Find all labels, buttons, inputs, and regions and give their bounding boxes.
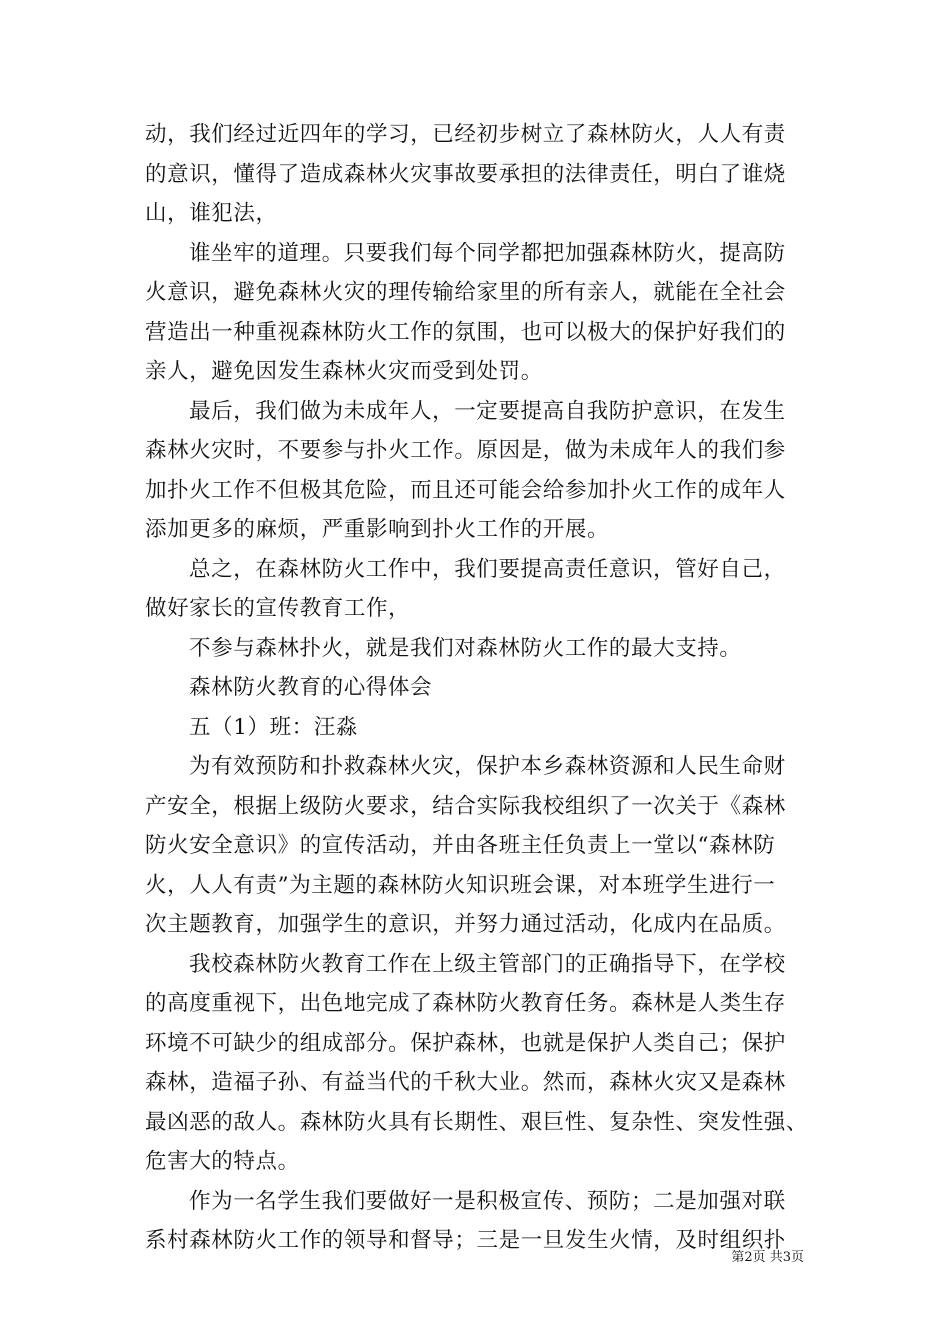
text-line: 防火安全意识》的宣传活动，并由各班主任负责上一堂以“森林防 [145, 833, 776, 858]
text-line: 最凶恶的敌人。森林防火具有长期性、艰巨性、复杂性、突发性强、 [145, 1109, 809, 1135]
text-line: 营造出一种重视森林防火工作的氛围，也可以极大的保护好我们的 [145, 319, 786, 345]
text-line: 做好家长的宣传教育工作， [145, 596, 411, 621]
text-line: 加扑火工作不但极其危险，而且还可能会给参加扑火工作的成年人 [145, 477, 786, 503]
text-line: 亲人，避免因发生森林火灾而受到处罚。 [145, 359, 543, 384]
text-line: 不参与森林扑火，就是我们对森林防火工作的最大支持。 [189, 635, 742, 661]
text-line: 产安全，根据上级防火要求，结合实际我校组织了一次关于《森林 [145, 793, 786, 819]
text-line: 作为一名学生我们要做好一是积极宣传、预防；二是加强对联 [189, 1188, 786, 1214]
text-line: 系村森林防火工作的领导和督导；三是一旦发生火情，及时组织扑 [145, 1228, 786, 1253]
text-line: 火意识，避免森林火灾的理传输给家里的所有亲人，就能在全社会 [145, 280, 786, 305]
text-line: 动，我们经过近四年的学习，已经初步树立了森林防火，人人有责 [145, 122, 786, 147]
text-line: 谁坐牢的道理。只要我们每个同学都把加强森林防火，提高防 [189, 240, 786, 266]
text-line: 总之，在森林防火工作中，我们要提高责任意识，管好自己， [189, 556, 786, 582]
text-line: 森林火灾时，不要参与扑火工作。原因是，做为未成年人的我们参 [145, 438, 786, 463]
text-line: 最后，我们做为未成年人，一定要提高自我防护意识，在发生 [189, 398, 786, 424]
page-number: 第2页 共3页 [731, 1250, 804, 1265]
text-line: 山，谁犯法， [145, 201, 278, 226]
text-line: 火，人人有责”为主题的森林防火知识班会课，对本班学生进行一 [145, 872, 776, 898]
text-line: 的高度重视下，出色地完成了森林防火教育任务。森林是人类生存 [145, 991, 786, 1016]
text-line: 为有效预防和扑救森林火灾，保护本乡森林资源和人民生命财 [189, 754, 786, 779]
text-line: 五（1）班：汪淼 [189, 714, 358, 740]
text-line: 环境不可缺少的组成部分。保护森林，也就是保护人类自己；保护 [145, 1030, 786, 1056]
text-line: 森林，造福子孙、有益当代的千秋大业。然而，森林火灾又是森林 [145, 1070, 786, 1095]
text-line: 森林防火教育的心得体会 [189, 675, 433, 700]
text-line: 我校森林防火教育工作在上级主管部门的正确指导下，在学校 [189, 951, 786, 977]
text-line: 危害大的特点。 [145, 1149, 300, 1174]
document-body [145, 115, 825, 1261]
text-line: 的意识，懂得了造成森林火灾事故要承担的法律责任，明白了谁烧 [145, 161, 786, 187]
text-line: 添加更多的麻烦，严重影响到扑火工作的开展。 [145, 517, 610, 542]
text-line: 次主题教育，加强学生的意识，并努力通过活动，化成内在品质。 [145, 912, 786, 937]
